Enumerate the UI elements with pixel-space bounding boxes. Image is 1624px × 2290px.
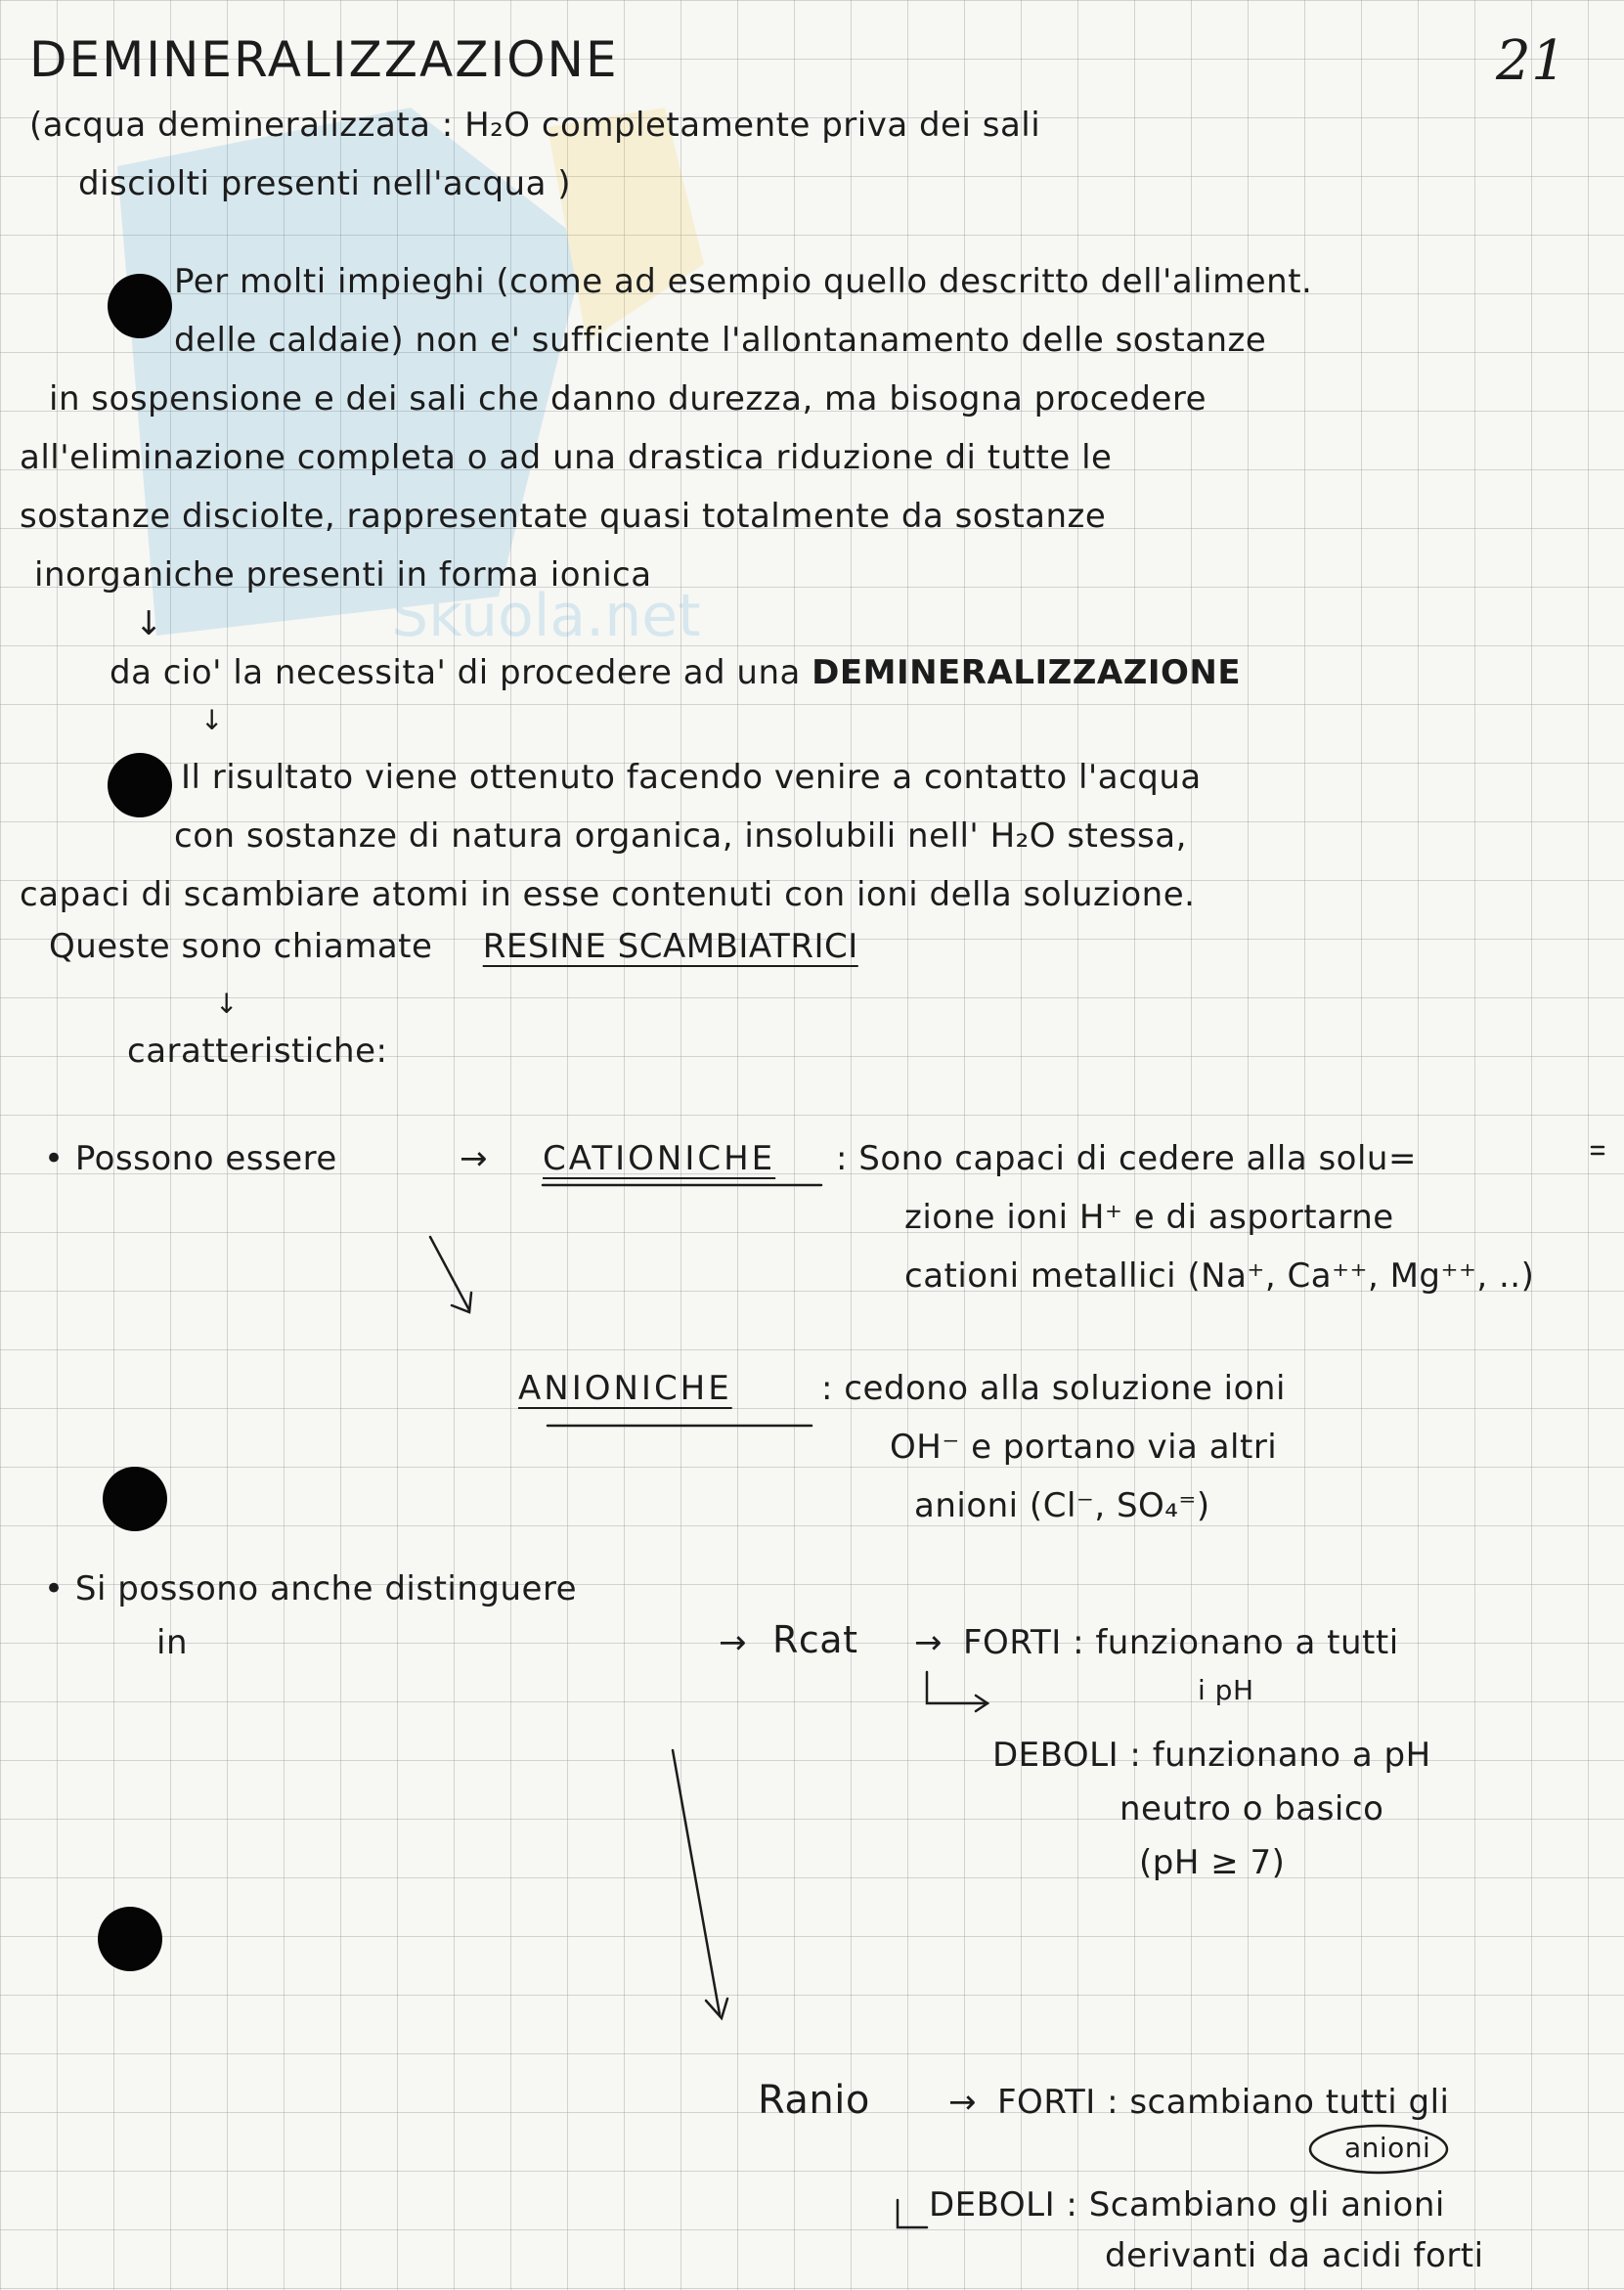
- paragraph-1-line: inorganiche presenti in forma ionica: [34, 555, 652, 595]
- paragraph-1-line: Per molti impieghi (come ad esempio quello descritto dell'aliment.: [174, 262, 1313, 301]
- distinguere-in: in: [156, 1623, 188, 1662]
- ranio-label: Ranio: [758, 2078, 870, 2123]
- anioniche-label: ANIONICHE: [518, 1369, 732, 1408]
- deboli-cat-cont: (pH ≥ 7): [1139, 1843, 1286, 1882]
- forti-cat: FORTI : funzionano a tutti: [963, 1623, 1399, 1662]
- anioniche-desc-line: anioni (Cl⁻, SO₄⁼): [914, 1486, 1210, 1525]
- forti-cat-cont: i pH: [1198, 1674, 1254, 1706]
- resine-label: RESINE SCAMBIATRICI: [482, 927, 858, 966]
- svg-text:Skuola.net: Skuola.net: [391, 582, 701, 650]
- forti-an: FORTI : scambiano tutti gli: [997, 2083, 1450, 2122]
- deboli-cat: DEBOLI : funzionano a pH: [992, 1736, 1431, 1775]
- right-arrow-icon: →: [460, 1139, 488, 1178]
- right-arrow-icon: →: [948, 2083, 977, 2122]
- paragraph-2-line: capaci di scambiare atomi in esse contenuti con ioni della soluzione.: [20, 875, 1196, 914]
- down-arrow-icon: ↓: [215, 988, 239, 1020]
- deboli-cat-cont: neutro o basico: [1119, 1789, 1384, 1828]
- cationiche-desc-line: : Sono capaci di cedere alla solu=: [836, 1139, 1417, 1178]
- caratteristiche-label: caratteristiche:: [127, 1032, 388, 1071]
- paragraph-1-line: in sospensione e dei sali che danno durezza, ma bisogna procedere: [49, 379, 1207, 418]
- conclusion-keyword: DEMINERALIZZAZIONE: [812, 653, 1242, 692]
- down-arrow-icon: ↓: [135, 604, 163, 643]
- down-arrow-icon: ↓: [200, 704, 224, 736]
- paragraph-1-line: delle caldaie) non e' sufficiente l'allontanamento delle sostanze: [174, 321, 1267, 360]
- page-number: 21: [1496, 29, 1567, 93]
- conclusion-text: da cio' la necessita' di procedere ad una: [110, 653, 801, 692]
- cationiche-desc-line: zione ioni H⁺ e di asportarne: [904, 1198, 1394, 1237]
- forti-an-cont: anioni: [1344, 2132, 1431, 2164]
- deboli-an: DEBOLI : Scambiano gli anioni: [929, 2185, 1445, 2224]
- rcat-label: Rcat: [772, 1618, 858, 1661]
- deboli-an-cont: derivanti da acidi forti: [1105, 2236, 1484, 2275]
- queste-text: Queste sono chiamate: [49, 927, 433, 966]
- possono-lead: • Possono essere: [44, 1139, 337, 1178]
- right-arrow-icon: →: [719, 1623, 747, 1662]
- paragraph-1-line: all'eliminazione completa o ad una drastica riduzione di tutte le: [20, 438, 1113, 477]
- distinguere-lead: • Si possono anche distinguere: [44, 1569, 578, 1608]
- definition-line-1: (acqua demineralizzata : H₂O completamente priva dei sali: [29, 106, 1041, 145]
- page-title: DEMINERALIZZAZIONE: [29, 31, 619, 88]
- anioniche-desc-line: : cedono alla soluzione ioni: [821, 1369, 1286, 1408]
- cationiche-desc-line: cationi metallici (Na⁺, Ca⁺⁺, Mg⁺⁺, ..): [904, 1256, 1535, 1296]
- paragraph-2-line: Il risultato viene ottenuto facendo venire a contatto l'acqua: [181, 758, 1202, 797]
- right-arrow-icon: →: [914, 1623, 943, 1662]
- paragraph-2-line: con sostanze di natura organica, insolubili nell' H₂O stessa,: [174, 816, 1187, 856]
- paragraph-1-line: sostanze disciolte, rappresentate quasi totalmente da sostanze: [20, 497, 1107, 536]
- anioniche-desc-line: OH⁻ e portano via altri: [890, 1428, 1278, 1467]
- definition-line-2: disciolti presenti nell'acqua ): [78, 164, 571, 203]
- cationiche-label: CATIONICHE: [543, 1139, 776, 1178]
